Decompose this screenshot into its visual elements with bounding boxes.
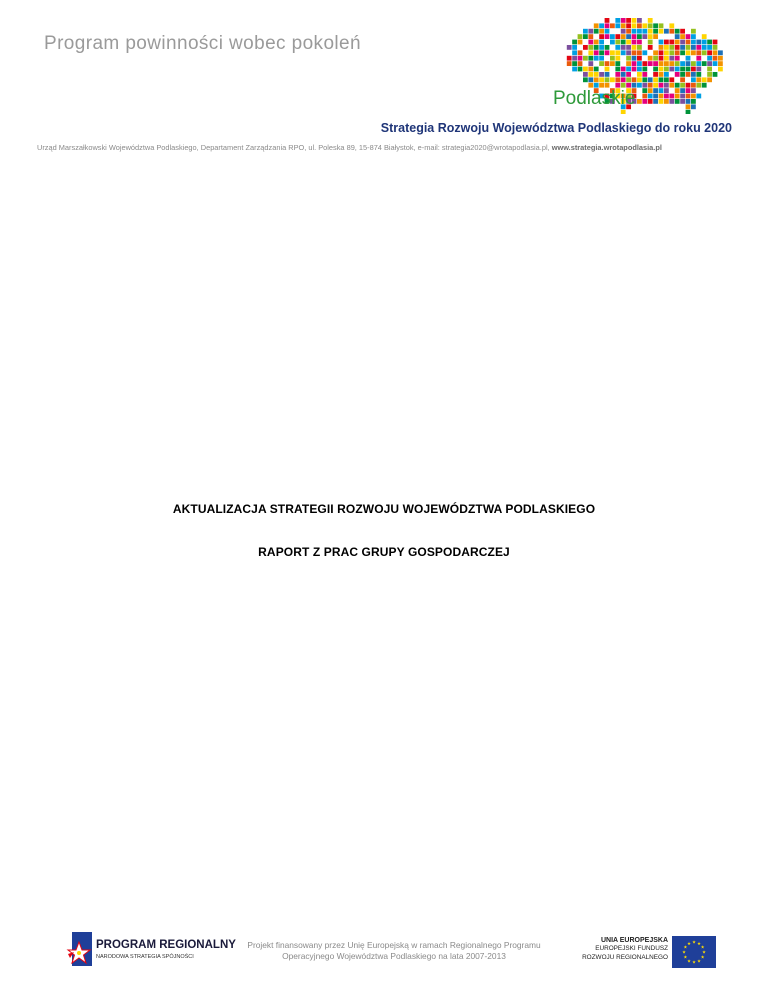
program-name: PROGRAM REGIONALNY [96,939,236,951]
address-text: Urząd Marszałkowski Województwa Podlaskiego, Departament Zarządzania RPO, ul. Poleska 89, 15-874 Białystok, e-mail: strategia2020@wrotapodlasia.pl, [37,143,550,152]
eu-line-1: UNIA EUROPEJSKA [600,937,668,944]
svg-text:★: ★ [686,958,692,964]
svg-text:★: ★ [691,939,697,945]
eu-line-3: ROZWOJU REGIONALNEGO [582,953,668,961]
strategy-title: Strategia Rozwoju Województwa Podlaskiego do roku 2020 [380,121,732,135]
tagline: Program powinności wobec pokoleń [44,33,361,54]
eu-logo [582,936,716,970]
program-subtitle: NARODOWA STRATEGIA SPÓJNOŚCI [96,954,194,960]
funding-line-1: Projekt finansowany przez Unię Europejską w ramach Regionalnego Programu [247,940,541,950]
svg-text:★: ★ [683,954,688,960]
brand-name: Podlaskie [553,88,636,109]
svg-text:★: ★ [681,949,687,955]
svg-text:★: ★ [696,958,702,964]
document-subtitle: RAPORT Z PRAC GRUPY GOSPODARCZEJ [258,545,510,559]
funding-note [244,940,544,962]
address-line [37,143,737,152]
svg-text:★: ★ [683,944,688,950]
svg-text:★: ★ [700,944,705,950]
funding-line-2: Operacyjnego Województwa Podlaskiego na lata 2007-2013 [282,951,506,961]
svg-text:★: ★ [691,959,697,965]
svg-text:★: ★ [701,949,707,955]
svg-text:★: ★ [700,954,705,960]
eu-line-2: EUROPEJSKI FUNDUSZ [595,945,668,953]
svg-text:★: ★ [696,940,702,946]
svg-text:★: ★ [686,940,692,946]
program-regionalny-star-icon [66,930,94,968]
eu-text [582,937,668,962]
website-link[interactable]: www.strategia.wrotapodlasia.pl [551,143,662,152]
document-title: AKTUALIZACJA STRATEGII ROZWOJU WOJEWÓDZTWA PODLASKIEGO [172,502,596,516]
eu-flag-icon [672,936,716,968]
program-regionalny-logo [66,930,236,970]
